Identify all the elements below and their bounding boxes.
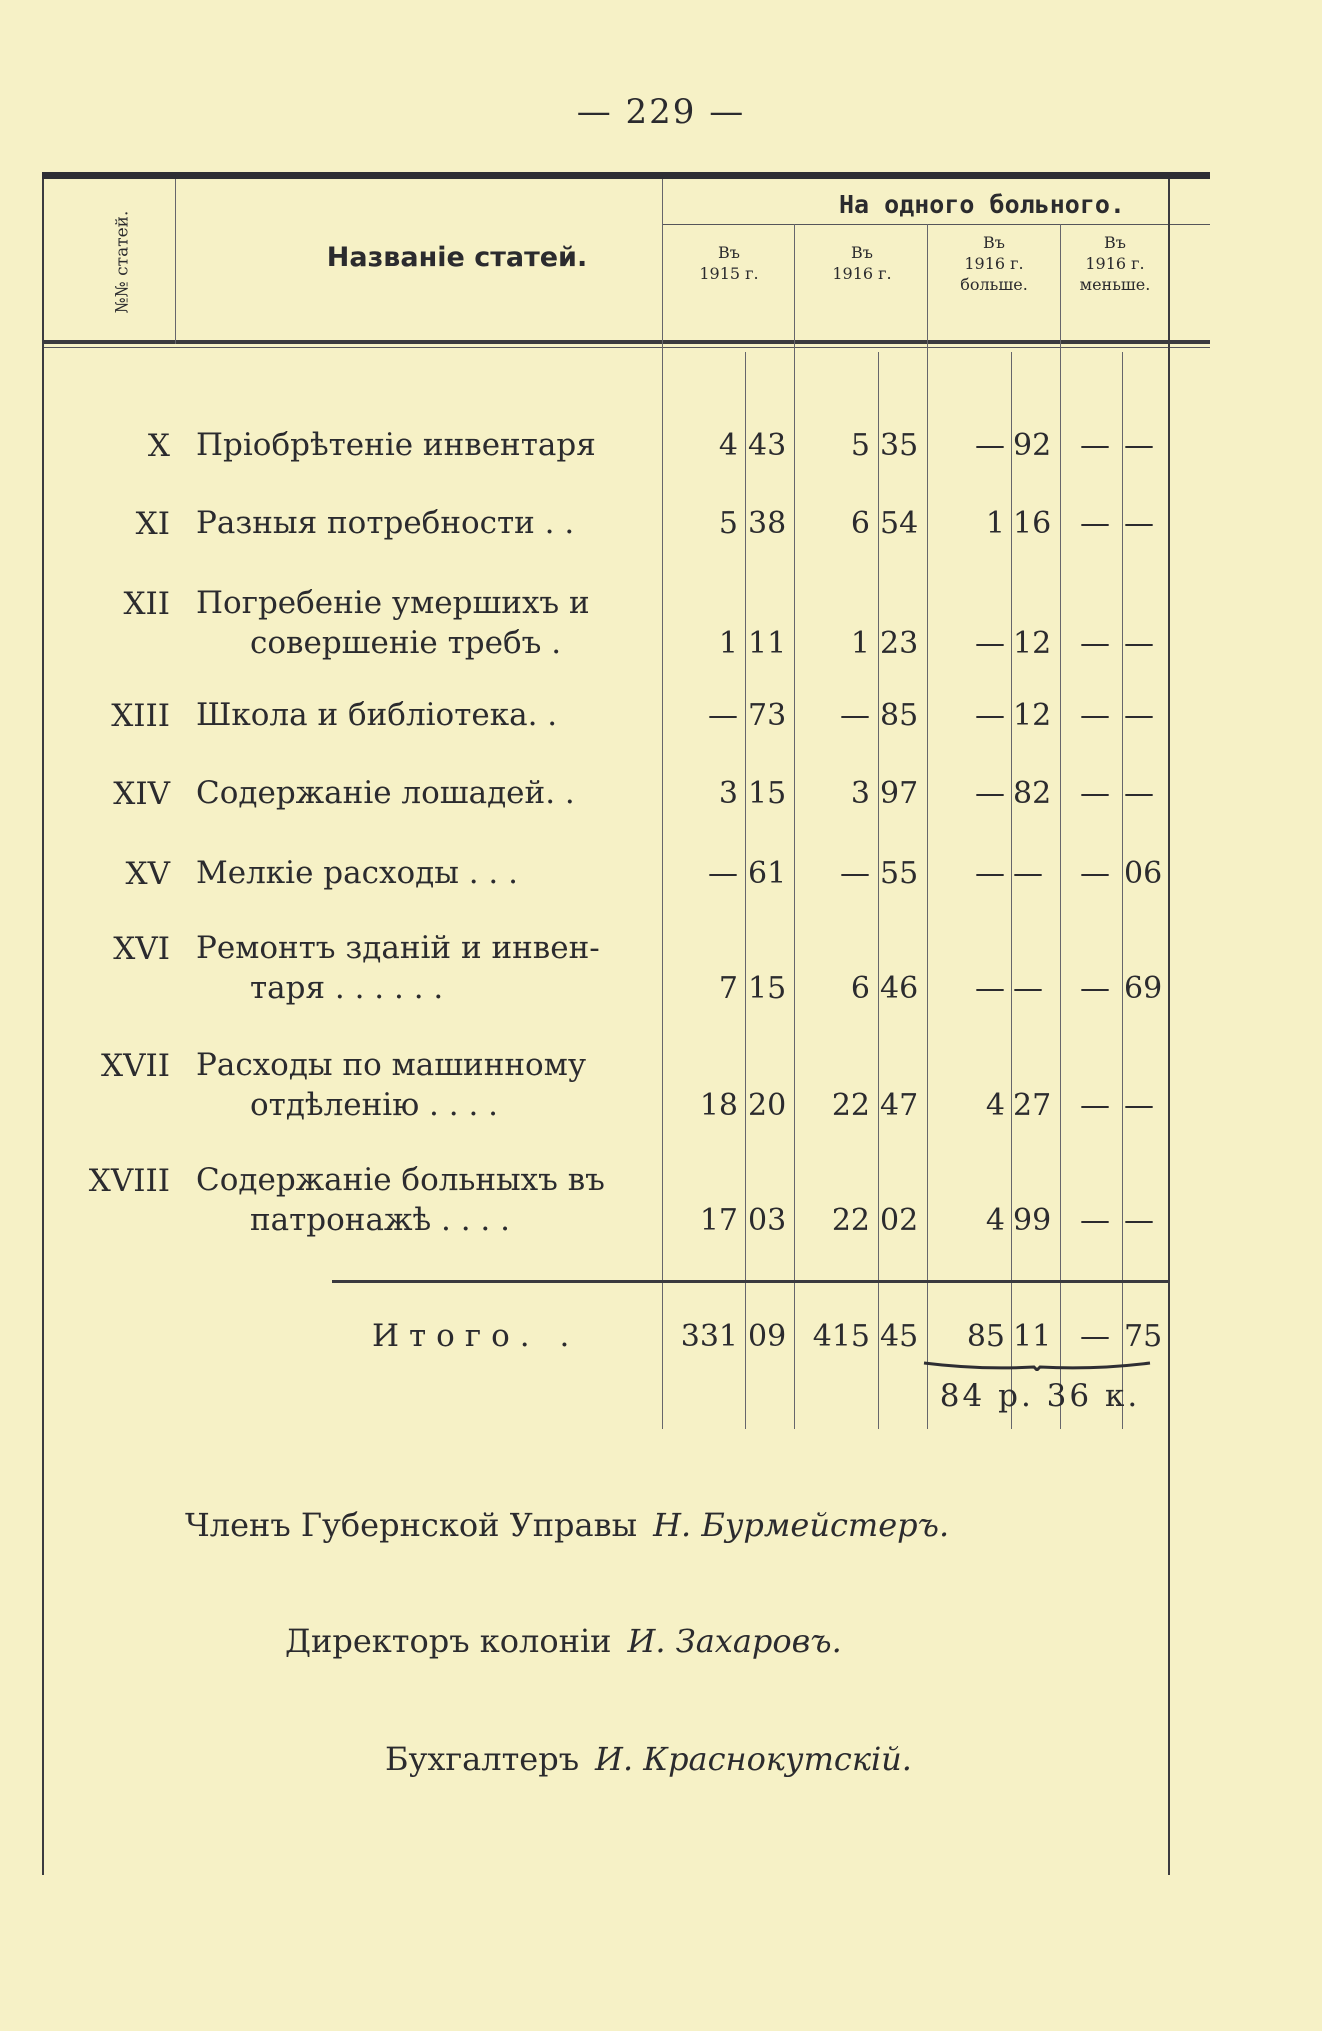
cell-km: — [1124, 428, 1154, 463]
cell-r16: — [840, 698, 870, 733]
cell-rb: 4 [985, 1203, 1005, 1238]
cell-k16: 55 [880, 856, 919, 891]
signature-director-name: И. Захаровъ. [627, 1622, 842, 1660]
cell-r15: — [708, 698, 738, 733]
cell-k15: 15 [748, 971, 787, 1006]
cell-k15: 43 [748, 428, 787, 463]
cell-rb: — [975, 856, 1005, 891]
kop-divider-1916 [878, 352, 879, 1429]
cell-kb: 92 [1013, 428, 1052, 463]
cell-kb: — [1013, 971, 1043, 1006]
col-1915-divider [794, 224, 795, 1429]
cell-km: — [1124, 626, 1154, 661]
row-name: Мелкіе расходы . . . [196, 855, 518, 891]
table-right-border [1168, 179, 1170, 1875]
row-name: Содержаніе лошадей. . [196, 775, 575, 811]
cell-r15: — [708, 856, 738, 891]
total-r15: 331 [680, 1319, 738, 1354]
kop-divider-more [1011, 352, 1012, 1429]
total-kb: 11 [1013, 1319, 1052, 1354]
header-per-patient: На одного больного. [839, 190, 1125, 219]
totals-rule [332, 1280, 1168, 1283]
total-r16: 415 [812, 1319, 870, 1354]
header-name-col: Названіе статей. [326, 242, 588, 273]
cell-rb: — [975, 776, 1005, 811]
cell-k15: 03 [748, 1203, 787, 1238]
group-header-rule [662, 224, 1210, 225]
row-name-continued: отдѣленію . . . . [250, 1087, 499, 1123]
num-col-divider [175, 179, 176, 344]
row-number: XIII [111, 698, 170, 734]
cell-km: — [1124, 776, 1154, 811]
cell-kb: 99 [1013, 1203, 1052, 1238]
cell-rm: — [1080, 1088, 1110, 1123]
cell-rm: — [1080, 1203, 1110, 1238]
cell-km: — [1124, 698, 1154, 733]
cell-rb: — [975, 698, 1005, 733]
cell-kb: 16 [1013, 506, 1052, 541]
signature-accountant: Бухгалтеръ И. Краснокутскій. [385, 1740, 912, 1778]
col-more-divider [1060, 224, 1061, 1429]
cell-k16: 85 [880, 698, 919, 733]
header-bottom-rule [42, 340, 1210, 344]
header-1915: Въ 1915 г. [699, 243, 759, 283]
row-name: Ремонтъ зданій и инвен- [196, 930, 600, 966]
total-k16: 45 [880, 1319, 919, 1354]
cell-k16: 46 [880, 971, 919, 1006]
cell-k15: 20 [748, 1088, 787, 1123]
cell-k15: 38 [748, 506, 787, 541]
cell-rm: — [1080, 428, 1110, 463]
page-number: — 229 — [576, 92, 746, 132]
header-1916: Въ 1916 г. [832, 243, 892, 283]
cell-k16: 97 [880, 776, 919, 811]
total-k15: 09 [748, 1319, 787, 1354]
cell-k15: 11 [748, 626, 787, 661]
kop-divider-less [1122, 352, 1123, 1429]
row-name-continued: совершеніе требъ . [250, 625, 562, 661]
row-number: XV [125, 856, 170, 892]
row-name: Разныя потребности . . [196, 505, 575, 541]
cell-rm: — [1080, 776, 1110, 811]
cell-k16: 02 [880, 1203, 919, 1238]
row-name-continued: патронажѣ . . . . [250, 1202, 510, 1238]
cell-r15: 4 [718, 428, 738, 463]
total-rb: 85 [966, 1319, 1005, 1354]
cell-r16: 6 [850, 971, 870, 1006]
row-number: XVI [113, 931, 170, 967]
cell-k15: 73 [748, 698, 787, 733]
cell-r15: 3 [718, 776, 738, 811]
cell-rb: — [975, 428, 1005, 463]
cell-r16: 22 [831, 1203, 870, 1238]
row-name: Пріобрѣтеніе инвентаря [196, 427, 596, 463]
cell-r16: — [840, 856, 870, 891]
header-bottom-rule-thin [42, 347, 1210, 348]
table-left-border [42, 179, 44, 1875]
cell-kb: 12 [1013, 626, 1052, 661]
cell-km: 06 [1124, 856, 1163, 891]
difference-total: 84 р. 36 к. [939, 1378, 1141, 1414]
row-number: XVII [101, 1048, 170, 1084]
cell-r15: 18 [699, 1088, 738, 1123]
row-number: XVIII [88, 1163, 170, 1199]
header-num-col: №№ статей. [112, 210, 132, 314]
cell-k16: 23 [880, 626, 919, 661]
col-1916-divider [927, 224, 928, 1429]
cell-rb: — [975, 971, 1005, 1006]
cell-kb: 27 [1013, 1088, 1052, 1123]
cell-km: — [1124, 1088, 1154, 1123]
header-1916-less: Въ 1916 г. меньше. [1079, 233, 1151, 294]
cell-rb: 4 [985, 1088, 1005, 1123]
cell-km: — [1124, 1203, 1154, 1238]
cell-rb: — [975, 626, 1005, 661]
cell-k16: 54 [880, 506, 919, 541]
total-rm: — [1080, 1319, 1110, 1354]
cell-r16: 22 [831, 1088, 870, 1123]
cell-r15: 7 [718, 971, 738, 1006]
row-number: XII [123, 586, 170, 622]
cell-k15: 61 [748, 856, 787, 891]
row-number: X [147, 428, 170, 464]
row-name: Погребеніе умершихъ и [196, 585, 590, 621]
cell-rm: — [1080, 971, 1110, 1006]
cell-rm: — [1080, 856, 1110, 891]
cell-r15: 5 [718, 506, 738, 541]
table-top-rule [42, 172, 1210, 179]
row-name: Расходы по машинному [196, 1047, 587, 1083]
cell-km: 69 [1124, 971, 1163, 1006]
total-km: 75 [1124, 1319, 1163, 1354]
row-number: XI [135, 506, 170, 542]
cell-k15: 15 [748, 776, 787, 811]
cell-r16: 1 [850, 626, 870, 661]
signature-member-name: Н. Бурмейстеръ. [653, 1506, 950, 1544]
cell-r16: 3 [850, 776, 870, 811]
kop-divider-1915 [745, 352, 746, 1429]
cell-k16: 47 [880, 1088, 919, 1123]
cell-rb: 1 [985, 506, 1005, 541]
cell-rm: — [1080, 506, 1110, 541]
cell-kb: 82 [1013, 776, 1052, 811]
signature-accountant-name: И. Краснокутскій. [595, 1740, 912, 1778]
signature-member: Членъ Губернской Управы Н. Бурмейстеръ. [185, 1506, 950, 1544]
row-number: XIV [113, 776, 170, 812]
row-name-continued: таря . . . . . . [250, 970, 444, 1006]
cell-km: — [1124, 506, 1154, 541]
cell-rm: — [1080, 698, 1110, 733]
cell-rm: — [1080, 626, 1110, 661]
cell-kb: 12 [1013, 698, 1052, 733]
cell-r15: 1 [718, 626, 738, 661]
row-name: Школа и библіотека. . [196, 697, 558, 733]
row-name: Содержаніе больныхъ въ [196, 1162, 605, 1198]
signature-director: Директоръ колоніи И. Захаровъ. [285, 1622, 842, 1660]
total-label: Итого. . [372, 1318, 580, 1354]
cell-r15: 17 [699, 1203, 738, 1238]
cell-r16: 5 [850, 428, 870, 463]
cell-kb: — [1013, 856, 1043, 891]
difference-brace [922, 1361, 1152, 1371]
header-1916-more: Въ 1916 г. больше. [960, 233, 1028, 294]
cell-r16: 6 [850, 506, 870, 541]
cell-k16: 35 [880, 428, 919, 463]
